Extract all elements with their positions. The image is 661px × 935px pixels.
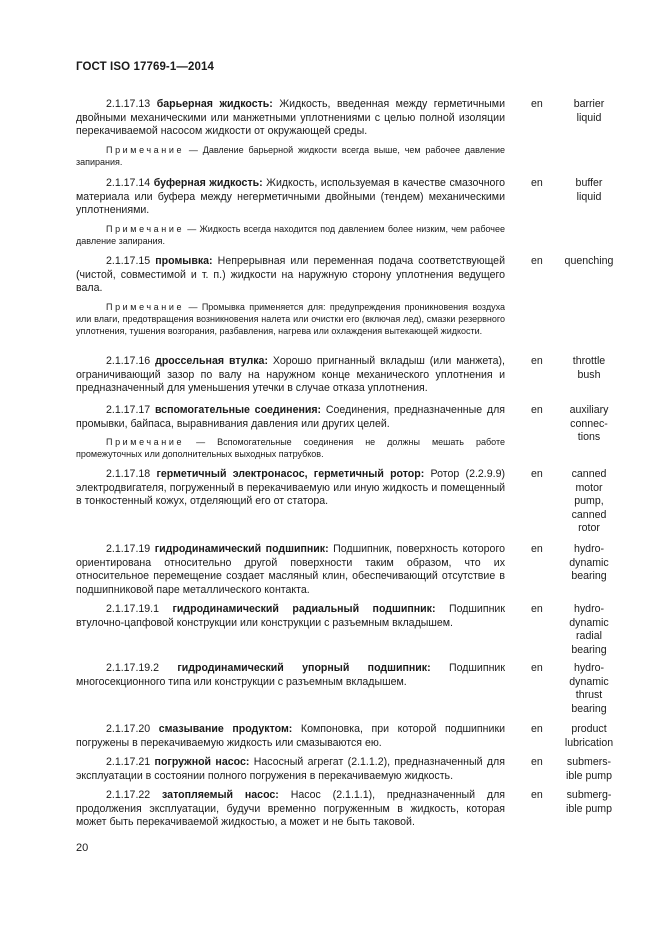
term-number: 2.1.17.14 [106,177,151,189]
english-term: buffer liquid [575,177,603,203]
term-paragraph [76,404,505,431]
term-number: 2.1.17.15 [106,255,151,267]
term-number: 2.1.17.21 [106,756,151,768]
term-note [76,436,505,460]
page-number: 20 [76,842,89,854]
english-term: auxiliary connec- tions [569,404,609,444]
term-name: вспомогательные соединения: [154,404,322,416]
term-paragraph [76,662,505,689]
term-definition: Соединения, предназначенные для промывки, байпаса, выравнивания давления или других целей. [76,404,505,430]
language-code: en [531,98,543,110]
term-paragraph [76,543,505,597]
term-definition: Насос (2.1.1.1), предназначенный для продолжения эксплуатации, будучи временно погруженным в жидкость, которая может быть перекачиваемой жидкостью, а может и не быть таковой. [76,789,505,829]
language-code: en [531,355,543,367]
term-entry [76,177,616,247]
term-entry [76,355,616,396]
term-name: барьерная жидкость: [156,98,273,110]
term-name: смазывание продуктом: [158,723,293,735]
term-paragraph [76,468,505,509]
english-term: canned motor pump, canned rotor [571,468,607,535]
term-definition: Подшипник многосекционного типа или конструкции с разъемным вкладышем. [76,662,505,688]
language-code: en [531,723,543,735]
term-paragraph [76,789,505,830]
term-definition: Насосный агрегат (2.1.1.2), предназначенный для эксплуатации в состоянии полного погружения в перекачиваемую жидкость. [76,756,505,782]
term-entry [76,468,616,535]
language-code: en [531,404,543,416]
english-term: hydro- dynamic thrust bearing [569,662,609,715]
term-number: 2.1.17.22 [106,789,151,801]
term-note [76,301,505,337]
term-name: буферная жидкость: [153,177,263,189]
language-code: en [531,468,543,480]
term-entry [76,255,616,337]
language-code: en [531,603,543,615]
term-definition: Ротор (2.2.9.9) электродвигателя, погруженный в перекачиваемую или иную жидкость и помещенный в тонкостенный кожух, отделяющий его от статора. [76,468,505,508]
term-name: гидродинамический подшипник: [154,543,329,555]
language-code: en [531,756,543,768]
term-entry [76,789,616,830]
term-paragraph [76,756,505,783]
term-paragraph [76,603,505,630]
term-entry [76,756,616,783]
note-label: Примечание [106,223,185,234]
term-entry [76,98,616,168]
note-text: — Давление барьерной жидкости всегда выше, чем рабочее давление запирания. [76,144,505,167]
term-number: 2.1.17.19.2 [106,662,160,674]
term-entry [76,723,616,750]
term-name: гидродинамический упорный подшипник: [177,662,431,674]
term-number: 2.1.17.19 [106,543,151,555]
term-name: герметичный электронасос, герметичный ротор: [156,468,425,480]
term-number: 2.1.17.16 [106,355,151,367]
language-code: en [531,543,543,555]
english-term: product lubrication [564,723,614,749]
language-code: en [531,255,543,267]
note-text: — Промывка применяется для: предупреждения проникновения воздуха или влаги, предотвращения возникновения налета или очистки его (включая лед), смазки резервного уплотнения, тушения возгорания, разбавления, нагрева или охлаждения вытекающей жидкости. [76,301,505,336]
english-term: throttle bush [572,355,606,381]
term-number: 2.1.17.19.1 [106,603,160,615]
term-note [76,144,505,168]
term-number: 2.1.17.18 [106,468,151,480]
term-definition: Хорошо пригнанный вкладыш (или манжета), ограничивающий зазор по валу на наружном конце механического уплотнения и предназначенный для уменьшения утечки в случае отказа уплотнения. [76,355,505,395]
term-number: 2.1.17.17 [106,404,151,416]
term-definition: Компоновка, при которой подшипники погружены в перекачиваемую жидкость или смазываются ею. [76,723,505,749]
term-definition: Подшипник, поверхность которого ориентирована относительно другой поверхности таким образом, что их относительное перемещение создает масляный клин, обеспечивающий отсутствие в подшипниковой паре металлического контакта. [76,543,505,596]
english-term: hydro- dynamic bearing [569,543,609,583]
term-definition: Жидкость, введенная между герметичными двойными механическими или манжетными уплотнениями с целью полной изоляции перекачиваемой насосом жидкости от окружающей среды. [76,98,506,138]
term-definition: Подшипник втулочно-цапфовой конструкции или конструкции с разъемным вкладышем. [76,603,505,629]
note-label: Примечание [106,144,185,155]
term-definition: Жидкость, используемая в качестве смазочного материала или буфера между негерметичными двойными (тендем) механическими уплотнениями. [76,177,505,217]
english-term: submers- ible pump [566,756,612,782]
english-term: submerg- ible pump [566,789,612,815]
term-note [76,223,505,247]
language-code: en [531,662,543,674]
term-name: промывка: [155,255,213,267]
term-paragraph [76,177,505,218]
english-term: barrier liquid [573,98,605,124]
term-entry [76,543,616,597]
term-paragraph [76,255,505,296]
term-entry [76,603,616,656]
term-paragraph [76,98,505,139]
english-term: quenching [564,255,614,267]
term-entry [76,404,616,460]
term-number: 2.1.17.20 [106,723,151,735]
term-paragraph [76,355,505,396]
note-text: — Жидкость всегда находится под давлением более низким, чем рабочее давление запирания. [76,223,505,246]
term-paragraph [76,723,505,750]
term-number: 2.1.17.13 [106,98,151,110]
document-header: ГОСТ ISO 17769-1—2014 [76,61,214,73]
english-term: hydro- dynamic radial bearing [569,603,609,656]
term-name: дроссельная втулка: [155,355,268,367]
term-name: гидродинамический радиальный подшипник: [172,603,436,615]
language-code: en [531,177,543,189]
term-name: затопляемый насос: [162,789,279,801]
term-entry [76,662,616,715]
language-code: en [531,789,543,801]
note-label: Примечание [106,437,185,448]
term-definition: Непрерывная или переменная подача соответствующей (чистой, совместимой и т. п.) жидкости на наружную сторону уплотнения ведущего вала. [76,255,505,295]
note-label: Примечание [106,301,185,312]
note-text: — Вспомогательные соединения не должны мешать работе промежуточных или дополнительных выходных патрубков. [76,437,505,460]
term-name: погружной насос: [154,756,250,768]
